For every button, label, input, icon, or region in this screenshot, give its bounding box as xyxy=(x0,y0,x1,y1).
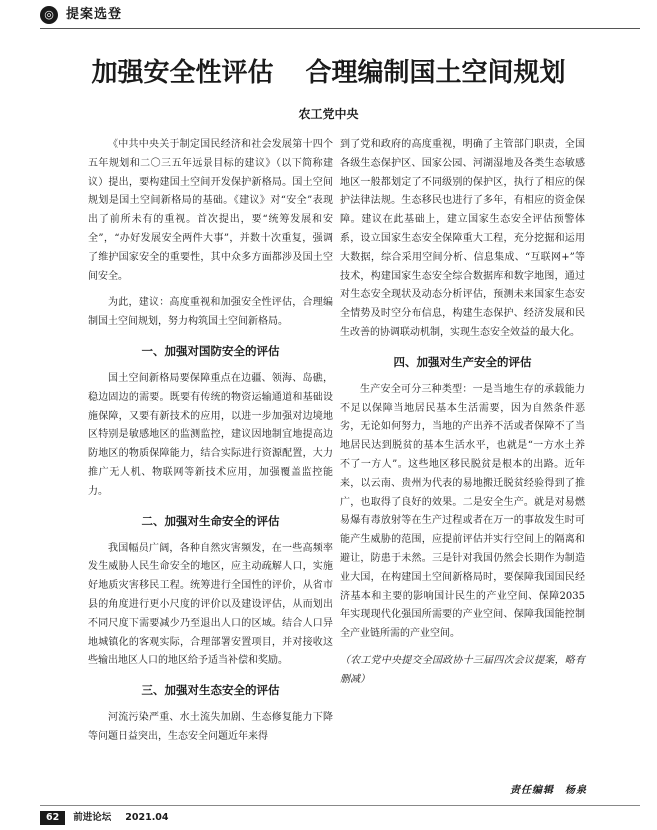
footer-rule xyxy=(40,805,640,806)
page-footer xyxy=(40,811,169,825)
journal-name: 前进论坛 xyxy=(73,812,112,823)
section-label: 提案选登 xyxy=(66,7,123,22)
source-note: （农工党中央提交全国政协十三届四次会议提案，略有删减） xyxy=(340,654,585,685)
section-3-text: 河流污染严重、水土流失加剧、生态修复能力下降等问题日益突出，生态安全问题近年来得 xyxy=(88,712,333,742)
section-1-text: 国土空间新格局要保障重点在边疆、领海、岛礁，稳边固边的需要。既要有传统的物资运输通道和基础设施保障，又要有新技术的应用，以进一步加强对边境地区特别是敏感地区的监测监控，建议因地制宜地提高边防地区的物质保障能力，结合实际进行资源配置，大力推广无人机、物联网等新技术应用，加强覆盖监控能力。 xyxy=(88,372,333,497)
section-4-heading: 四、加强对生产安全的评估 xyxy=(393,354,532,369)
intro-paragraph-1: 《中共中央关于制定国民经济和社会发展第十四个五年规划和二〇三五年远景目标的建议》（以下简称建议）提出，要构建国土空间开发保护新格局。国土空间规划是国土空间新格局的基础。《建议》对“安全”表现出了前所未有的重视。首次提出，要“统筹发展和安全”，“办好发展安全两件大事”，并数十次重复，强调了维护国家安全的重要性，其中众多方面都涉及国土空间安全。 xyxy=(88,139,333,282)
article-title xyxy=(0,55,657,91)
issue-date: 2021.04 xyxy=(125,812,169,823)
section-1-heading: 一、加强对国防安全的评估 xyxy=(141,343,280,358)
journal-logo-icon: ◎ xyxy=(40,6,58,24)
section-2-heading: 二、加强对生命安全的评估 xyxy=(141,513,280,528)
section-3-heading: 三、加强对生态安全的评估 xyxy=(141,683,280,698)
responsible-editor: 责任编辑 杨泉 xyxy=(510,785,587,796)
header-rule xyxy=(40,28,640,29)
left-column xyxy=(88,136,333,755)
article-author: 农工党中央 xyxy=(298,107,359,121)
article-title-part1: 加强安全性评估 xyxy=(91,58,274,88)
page-header xyxy=(40,6,640,24)
section-2-text: 我国幅员广阔，各种自然灾害频发，在一些高频率发生威胁人民生命安全的地区，应主动疏解人口，实施好地质灾害移民工程。统筹进行全国性的评价，从省市县的角度进行更小尺度的评价以及建设评估，从而划出不同尺度下需要减少乃至退出人口的区域。结合人口异地城镇化的客观实际，合理部署安置项目，并对接收这些输出地区人口的地区给予适当补偿和奖励。 xyxy=(88,542,333,667)
article-title-part2: 合理编制国土空间规划 xyxy=(305,58,566,88)
page-number: 62 xyxy=(40,811,65,825)
intro-paragraph-2: 为此，建议：高度重视和加强安全性评估，合理编制国土空间规划，努力构筑国土空间新格局。 xyxy=(88,297,333,328)
section-4-text: 生产安全可分三种类型：一是当地生存的承载能力不足以保障当地居民基本生活需要，因为自然条件恶劣，无论如何努力，当地的产出养不活或者保障不了当地居民达到脱贫的基本生活水平，也就是“一方水土养不了一方人”。这些地区移民脱贫是根本的出路。近年来，以云南、贵州为代表的易地搬迁脱贫经验得到了推广，也取得了良好的效果。二是安全生产。就是对易燃易爆有毒放射等在生产过程或者在万一的事故发生时可能产生威胁的范围，应提前评估并实行空间上的隔离和避让，防患于未然。三是针对我国仍然会长期作为制造业大国，在构建国土空间新格局时，要保障我国国民经济基本和主要的影响国计民生的产业空间、保障2035年实现现代化强国所需要的产业空间、保障我国能控制全产业链所需的产业空间。 xyxy=(340,383,585,640)
right-column xyxy=(340,136,585,698)
section-3-continued: 到了党和政府的高度重视，明确了主管部门职责，全国各级生态保护区、国家公园、河湖湿地及各类生态敏感地区一般都划定了不同级别的保护区，执行了相应的保护法律法规。生态移民也进行了多年，有相应的资金保障。建议在此基础上，建立国家生态安全评估预警体系，设立国家生态安全保障重大工程，充分挖掘和运用大数据，综合采用空间分析、信息集成、“互联网+”等技术，构建国家生态安全综合数据库和数字地图，通过对生态安全现状及动态分析评估，预测未来国家生态安全情势及时空分布信息，构建生态保护、经济发展和民生改善的协调联动机制，实现生态安全效益的最大化。 xyxy=(340,139,585,338)
